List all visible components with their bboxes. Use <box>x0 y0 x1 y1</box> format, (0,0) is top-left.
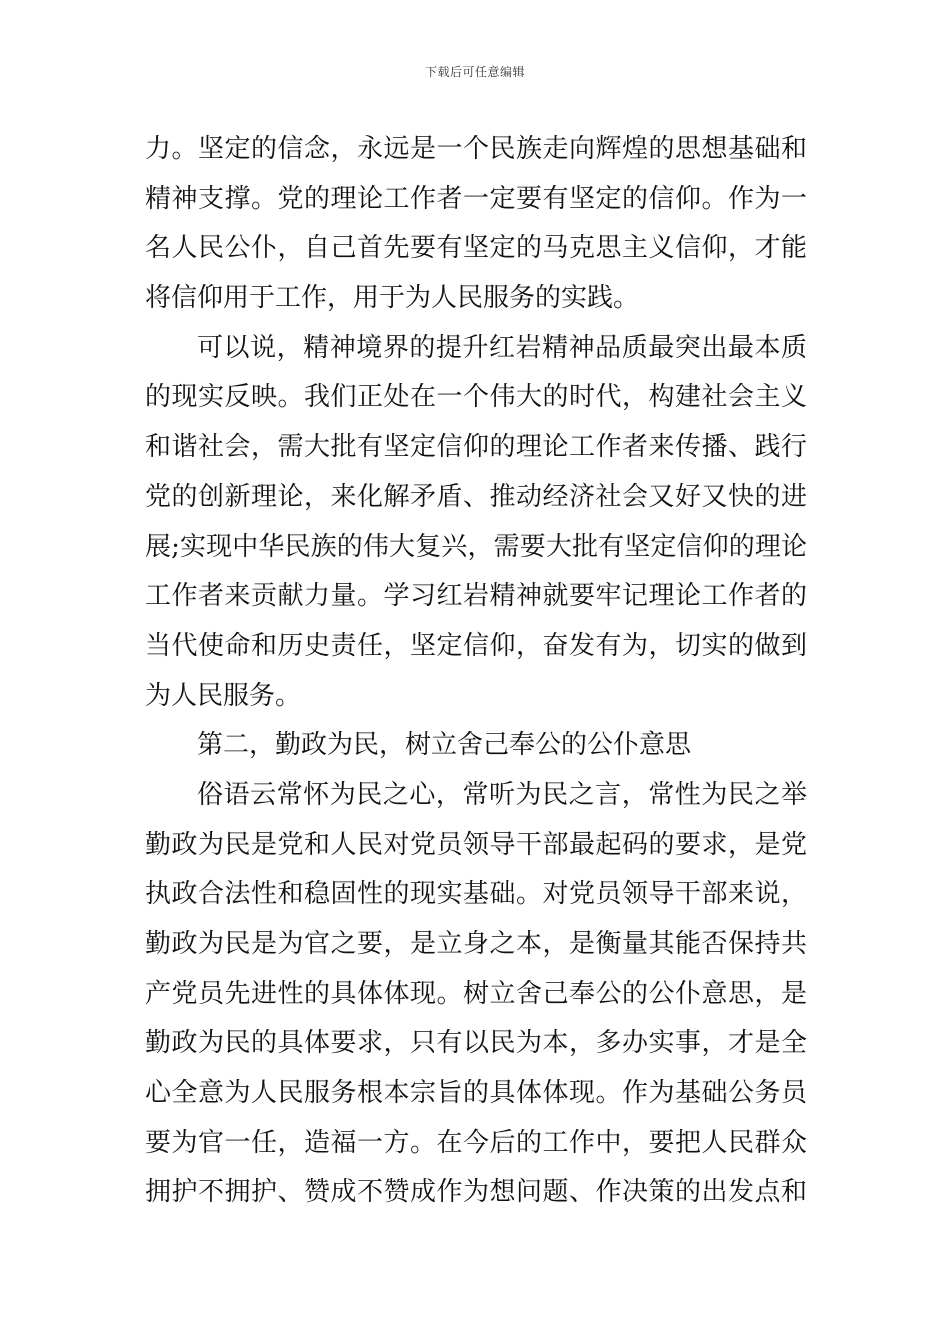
text-line: 产党员先进性的具体体现。树立舍己奉公的公仆意思，是 <box>145 978 807 1009</box>
text-line: 拥护不拥护、赞成不赞成作为想问题、作决策的出发点和 <box>145 1177 807 1208</box>
text-line: 要为官一任，造福一方。在今后的工作中，要把人民群众 <box>145 1127 807 1158</box>
text-line: 精神支撑。党的理论工作者一定要有坚定的信仰。作为一 <box>145 183 807 214</box>
page-header: 下载后可任意编辑 <box>424 65 525 79</box>
text-line: 工作者来贡献力量。学习红岩精神就要牢记理论工作者的 <box>145 581 807 612</box>
text-line: 当代使命和历史责任，坚定信仰，奋发有为，切实的做到 <box>145 630 807 661</box>
text-line: 力。坚定的信念，永远是一个民族走向辉煌的思想基础和 <box>145 134 807 164</box>
text-line: 将信仰用于工作，用于为人民服务的实践。 <box>145 283 640 314</box>
text-line: 为人民服务。 <box>145 680 302 711</box>
text-line: 勤政为民的具体要求，只有以民为本，多办实事，才是全 <box>145 1028 807 1059</box>
document-body <box>145 125 807 1218</box>
text-line: 展;实现中华民族的伟大复兴，需要大批有坚定信仰的理论 <box>145 531 807 562</box>
text-line: 名人民公仆，自己首先要有坚定的马克思主义信仰，才能 <box>145 233 807 264</box>
text-line: 心全意为人民服务根本宗旨的具体体现。作为基础公务员 <box>145 1078 807 1109</box>
text-line: 俗语云常怀为民之心，常听为民之言，常性为民之举 <box>197 779 807 810</box>
text-line: 执政合法性和稳固性的现实基础。对党员领导干部来说， <box>145 879 807 910</box>
text-line: 勤政为民是为官之要，是立身之本，是衡量其能否保持共 <box>145 929 807 959</box>
section-heading: 第二，勤政为民，树立舍己奉公的公仆意思 <box>197 730 692 761</box>
text-line: 和谐社会，需大批有坚定信仰的理论工作者来传播、践行 <box>145 432 807 463</box>
text-line: 可以说，精神境界的提升红岩精神品质最突出最本质 <box>197 332 807 363</box>
text-line: 勤政为民是党和人民对党员领导干部最起码的要求，是党 <box>145 829 807 860</box>
text-line: 的现实反映。我们正处在一个伟大的时代，构建社会主义 <box>145 382 807 413</box>
text-line: 党的创新理论，来化解矛盾、推动经济社会又好又快的进 <box>145 481 807 512</box>
